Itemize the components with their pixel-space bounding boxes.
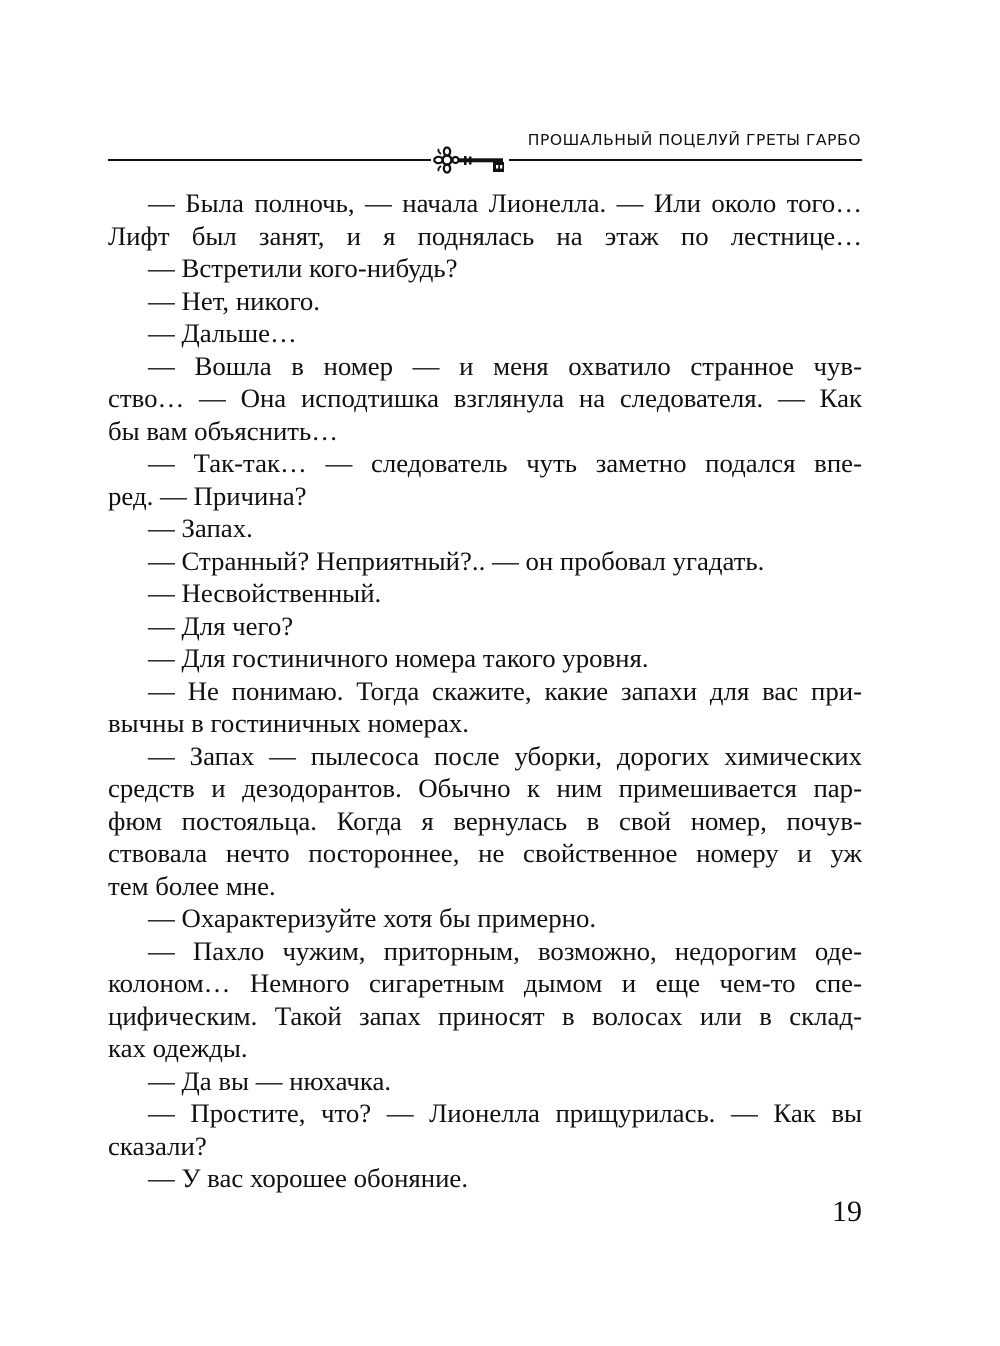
text-line: ред. — Причина? bbox=[108, 480, 307, 511]
text-line: — Странный? Неприятный?.. — он пробовал угадать. bbox=[148, 545, 765, 576]
text-line: — Так-так… — следователь чуть заметно подался впе- bbox=[148, 448, 862, 478]
text-line: фюм постояльца. Когда я вернулась в свой номер, почув- bbox=[108, 805, 862, 836]
key-icon bbox=[431, 145, 509, 175]
text-line: — Пахло чужим, приторным, возможно, недорогим оде- bbox=[148, 935, 862, 966]
text-line: — Была полночь, — начала Лионелла. — Или около того… bbox=[148, 188, 862, 218]
text-line: — Для гостиничного номера такого уровня. bbox=[148, 643, 649, 673]
text-line: — У вас хорошее обоняние. bbox=[148, 1163, 469, 1193]
text-line: цифическим. Такой запах приносят в волосах или в склад- bbox=[108, 1000, 862, 1031]
text-line: — Не понимаю. Тогда скажите, какие запахи для вас при- bbox=[148, 675, 862, 706]
text-line: — Встретили кого-нибудь? bbox=[148, 253, 458, 283]
text-line: ках одежды. bbox=[108, 1033, 248, 1063]
text-line: — Запах. bbox=[148, 513, 253, 543]
body-text bbox=[108, 187, 862, 1195]
text-line: бы вам объяснить… bbox=[108, 415, 339, 446]
text-line: — Несвойственный. bbox=[148, 578, 382, 608]
text-line: — Нет, никого. bbox=[148, 285, 320, 316]
text-line: средств и дезодорантов. Обычно к ним примешивается пар- bbox=[108, 773, 862, 803]
text-line: тем более мне. bbox=[108, 870, 276, 901]
text-line: — Простите, что? — Лионелла прищурилась. — Как вы bbox=[148, 1098, 862, 1128]
text-line: — Охарактеризуйте хотя бы примерно. bbox=[148, 903, 597, 933]
text-line: вычны в гостиничных номерах. bbox=[108, 708, 469, 738]
text-line: Лифт был занят, и я поднялась на этаж по лестнице… bbox=[108, 220, 862, 251]
running-head: ПРОШАЛЬНЫЙ ПОЦЕЛУЙ ГРЕТЫ ГАРБО bbox=[527, 131, 861, 149]
text-line: — Для чего? bbox=[148, 610, 294, 641]
text-line: — Да вы — нюхачка. bbox=[148, 1065, 392, 1096]
page-number: 19 bbox=[832, 1195, 862, 1228]
text-line: — Запах — пылесоса после уборки, дорогих химических bbox=[148, 740, 862, 771]
text-line: — Дальше… bbox=[148, 318, 297, 348]
text-line: сказали? bbox=[108, 1130, 207, 1161]
text-line: ство… — Она исподтишка взглянула на следователя. — Как bbox=[108, 383, 862, 413]
text-line: колоном… Немного сигаретным дымом и еще чем-то спе- bbox=[108, 968, 862, 998]
text-line: — Вошла в номер — и меня охватило странное чув- bbox=[148, 350, 862, 381]
text-line: ствовала нечто постороннее, не свойственное номеру и уж bbox=[108, 838, 862, 868]
